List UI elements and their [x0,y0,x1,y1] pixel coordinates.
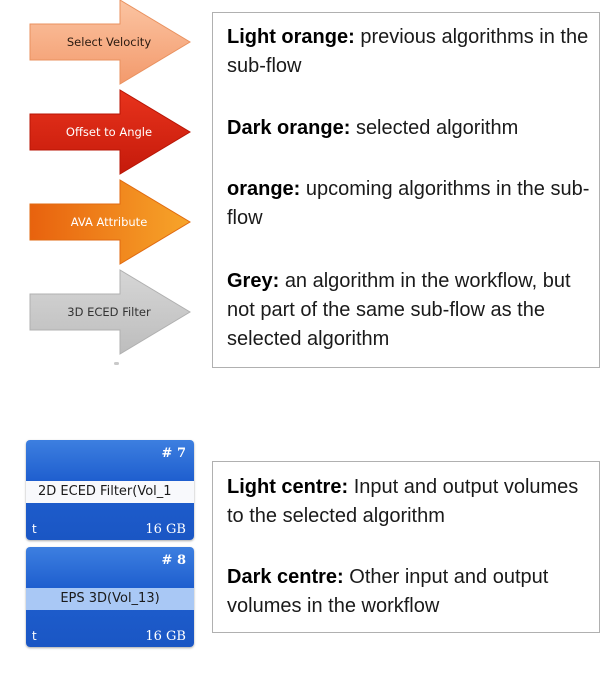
volume-card-7[interactable] [26,440,194,540]
legend-entry-light-centre [227,473,593,531]
arrow-offset-to-angle[interactable] [28,90,196,174]
legend-entry-light-orange [227,23,593,81]
card-size: 16 GB [145,522,186,537]
legend-entry-dark-orange [227,114,593,143]
arrow-3d-eced-filter[interactable] [28,270,196,354]
legend-term: orange: [227,178,301,200]
card-volume-name: EPS 3D(Vol_13) [26,588,194,610]
arrow-label: Select Velocity [66,35,152,49]
card-number: # 8 [161,553,186,568]
legend-term: Dark orange: [227,117,351,139]
legend-term: Grey: [227,270,280,292]
arrow-color-legend [212,12,600,368]
legend-text: upcoming algorithms in the sub-flow [227,178,590,229]
arrow-label: 3D ECED Filter [67,305,151,319]
card-volume-name: 2D ECED Filter(Vol_1 [26,481,194,503]
legend-entry-grey [227,267,593,354]
card-type: t [32,629,37,643]
legend-text: selected algorithm [355,117,519,139]
legend-text: an algorithm in the workflow, but not part of the same sub-flow as the selected algorithm [227,270,571,350]
arrow-label: Offset to Angle [65,125,153,139]
arrow-ava-attribute[interactable] [28,180,196,264]
legend-term: Light centre: [227,476,349,498]
volume-card-8[interactable] [26,547,194,647]
legend-text: Input and output volumes to the selected algorithm [227,476,579,527]
card-type: t [32,522,37,536]
card-size: 16 GB [145,629,186,644]
decorative-dot [114,362,119,365]
legend-entry-dark-centre [227,563,593,621]
legend-text: previous algorithms in the sub-flow [227,26,589,77]
card-number: # 7 [161,446,186,461]
legend-term: Dark centre: [227,566,344,588]
volume-color-legend [212,461,600,633]
legend-entry-orange [227,175,593,233]
legend-text: Other input and output volumes in the workflow [227,566,549,617]
legend-term: Light orange: [227,26,355,48]
arrow-select-velocity[interactable] [28,0,196,84]
arrow-label: AVA Attribute [70,215,148,229]
